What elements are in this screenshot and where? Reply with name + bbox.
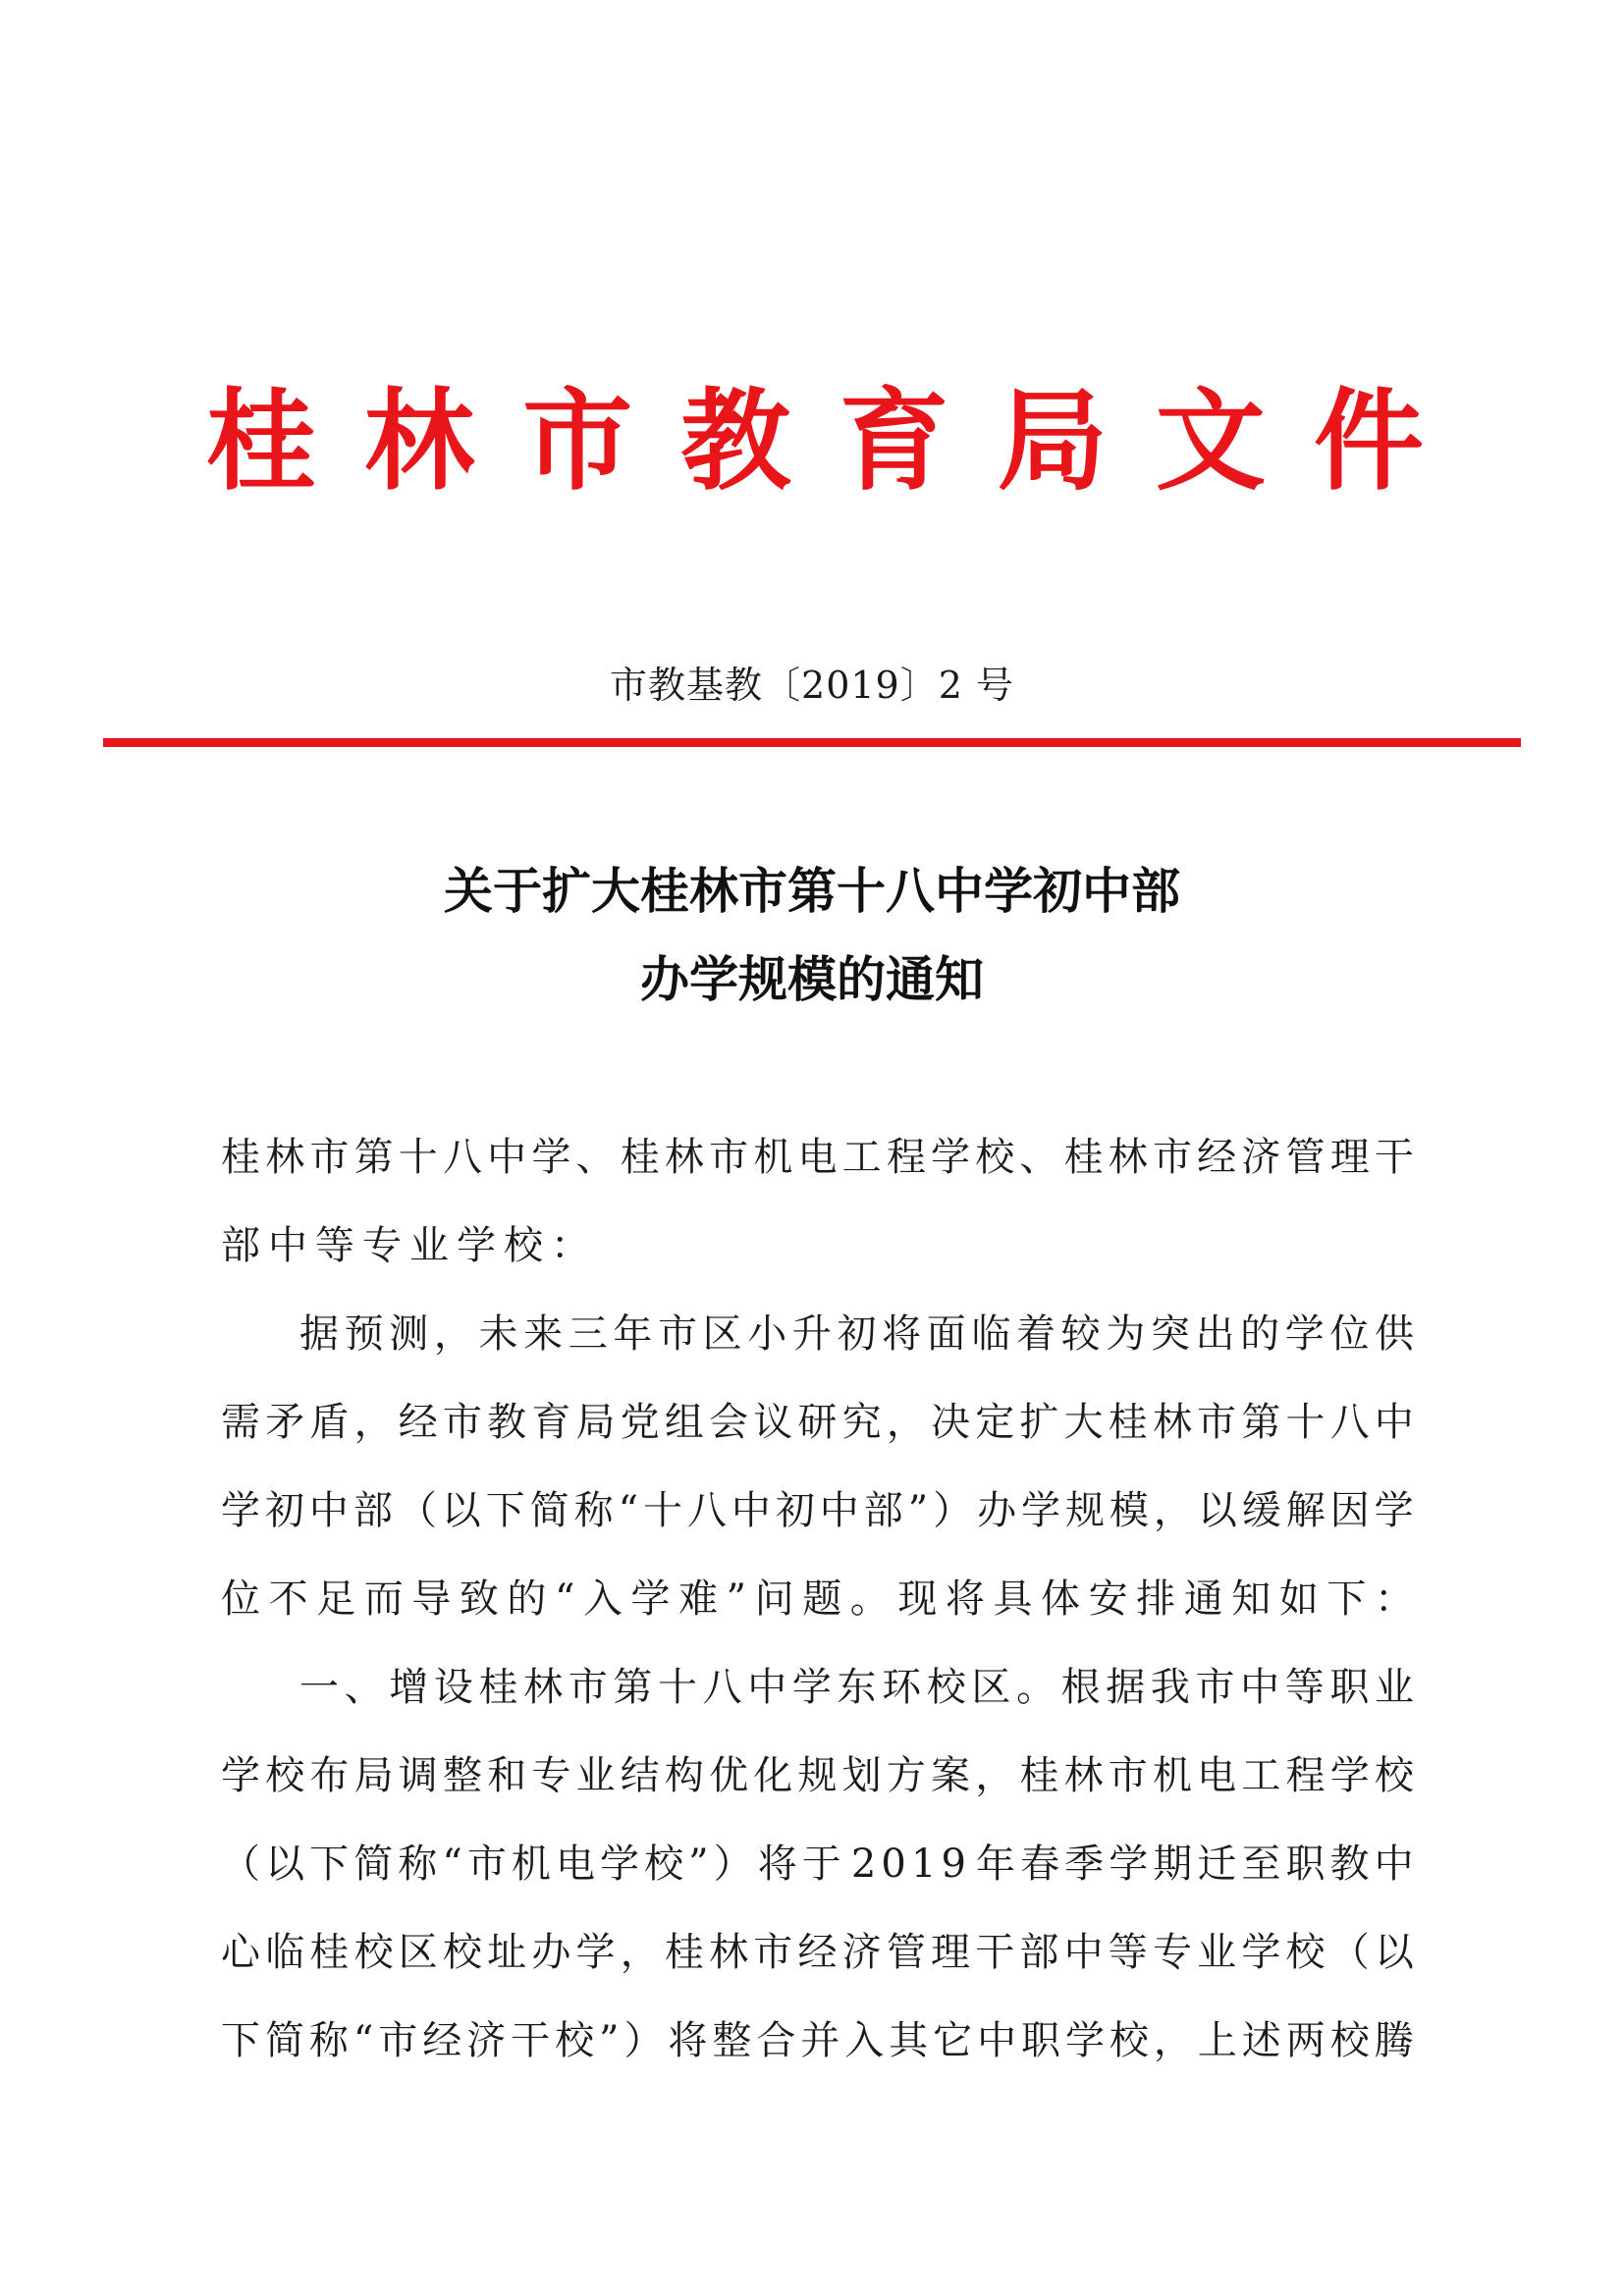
masthead-char: 林 [364,378,475,506]
body-line: （ 以 下 简 称 “ 市 机 电 学 校 ” ） 将 于 2 0 1 9 年 春 季 学 期 迁 至 职 教 中 [221,1842,1414,1887]
masthead-char: 文 [1155,378,1266,506]
body-line: 心 临 桂 校 区 校 址 办 学 ， 桂 林 市 经 济 管 理 干 部 中 等 专 业 学 校 （ 以 [221,1930,1414,1975]
body-line: 据 预 测 ， 未 来 三 年 市 区 小 升 初 将 面 临 着 较 为 突 出 的 学 位 供 [299,1311,1414,1357]
red-divider-line [103,738,1521,747]
masthead-char: 教 [680,378,791,506]
masthead-char: 桂 [206,378,316,506]
document-title-line-2: 办学规模的通知 [640,950,984,1008]
masthead [206,373,1424,510]
body-line: 一 、 增 设 桂 林 市 第 十 八 中 学 东 环 校 区 。 根 据 我 市 中 等 职 业 [299,1665,1414,1710]
body-line: 下 简 称 “ 市 经 济 干 校 ” ） 将 整 合 并 入 其 它 中 职 学 校 ， 上 述 两 校 腾 [221,2018,1414,2063]
body-line: 学 初 中 部 （ 以 下 简 称 “ 十 八 中 初 中 部 ” ） 办 学 规 模 ， 以 缓 解 因 学 [221,1488,1414,1533]
body-line: 学 校 布 局 调 整 和 专 业 结 构 优 化 规 划 方 案 ， 桂 林 市 机 电 工 程 学 校 [221,1753,1414,1798]
body-line: 桂 林 市 第 十 八 中 学 、 桂 林 市 机 电 工 程 学 校 、 桂 林 市 经 济 管 理 干 [221,1135,1414,1180]
masthead-char: 局 [997,378,1108,506]
masthead-char: 市 [522,378,633,506]
body-line: 部中等专业学校： [221,1223,598,1268]
masthead-char: 育 [839,378,949,506]
document-number: 市教基教〔2019〕2 号 [610,664,1014,707]
body-line: 需 矛 盾 ， 经 市 教 育 局 党 组 会 议 研 究 ， 决 定 扩 大 桂 林 市 第 十 八 中 [221,1400,1414,1445]
document-title-line-1: 关于扩大桂林市第十八中学初中部 [444,862,1180,920]
body-line: 位 不 足 而 导 致 的 “ 入 学 难 ” 问 题 。 现 将 具 体 安 排 通 知 如 下 ： [221,1576,1414,1622]
masthead-char: 件 [1313,378,1424,506]
